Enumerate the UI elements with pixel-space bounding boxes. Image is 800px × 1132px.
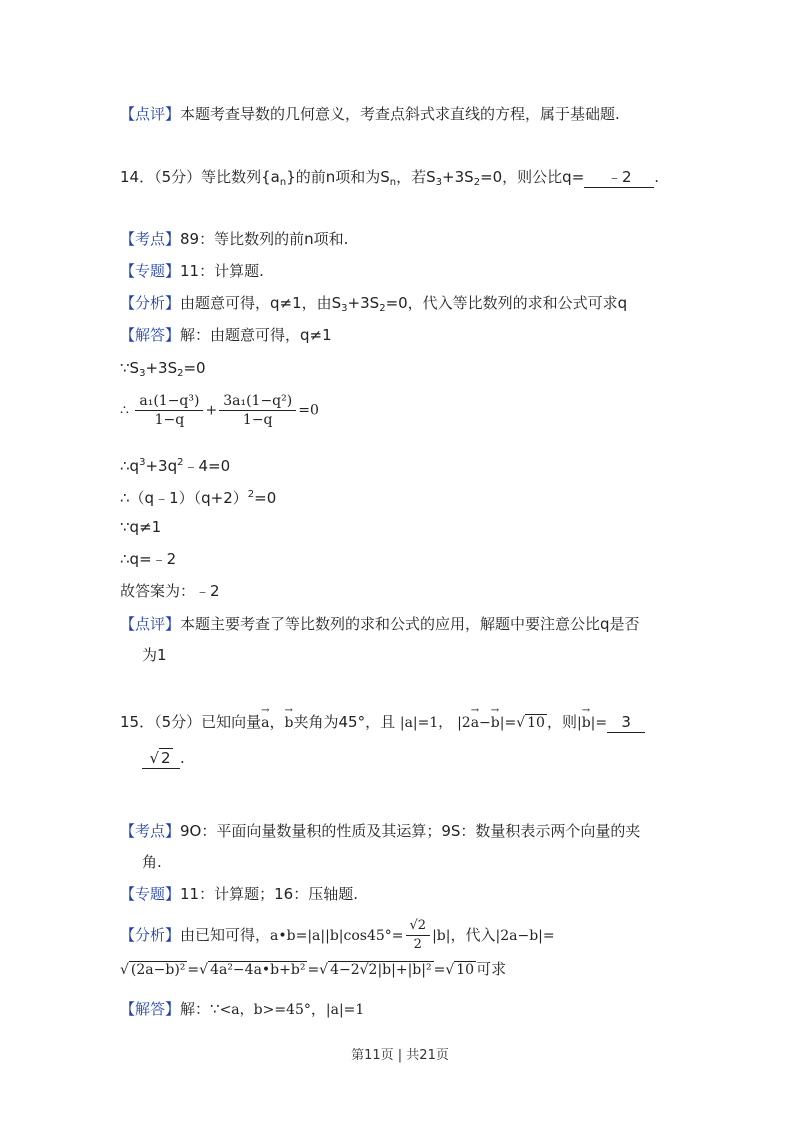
question-15-cont: √ 2 . (142, 747, 185, 769)
question-15: 15．（5分）已知向量→ a，→ b夹角为45°，且 |a|=1， |2→ a−→ b|=√ 10 ，则|→ b|= 3 (120, 708, 645, 734)
dianping-14-cont: 为1 (142, 646, 167, 664)
kaodian-15: 【考点】9O：平面向量数量积的性质及其运算；9S：数量积表示两个向量的夹 (120, 822, 641, 840)
jieda-15: 【解答】解：∵<a，b>=45°，|a|=1 (120, 1000, 365, 1018)
answer-blank-14: ﹣2 (584, 167, 654, 188)
step-2-fraction: ∴ $\frac{\text{a₁(1−q³)}}{1-q}$ + $\frac{\text{3a₁(1−q²)}}{1-q}$ =0 (120, 393, 319, 428)
jieda-14: 【解答】解：由题意可得，q≠1 (120, 326, 332, 344)
question-14: 14．（5分）等比数列$\{a_n\}$的前n项和为$S_n$，若$S_3+3S_2=0$，则公比q= ﹣2 . (120, 168, 660, 188)
step-4: $\therefore(q﹣1)(q+2)^2=0$ (120, 489, 277, 507)
fenxi-14: 【分析】由题意可得，q≠1，由$S_3+3S_2=0$，代入等比数列的求和公式可求q (120, 294, 628, 314)
step-6: ∴q=﹣2 (120, 550, 177, 568)
zhuanti-15: 【专题】11：计算题；16：压轴题. (120, 885, 358, 903)
answer-blank-15-a: 3 (607, 712, 645, 733)
step-1: $\because S_3+3S_2=0$ (120, 359, 206, 379)
answer-blank-15-b: √ 2 (142, 748, 180, 769)
fraction-1: $\frac{\text{a₁(1−q³)}}{1-q}$ (135, 392, 203, 429)
fenxi-15: 【分析】由已知可得，a•b=|a||b|cos45°= $\frac{√2}{2}$ |b|，代入|2a−b|= (120, 918, 555, 952)
comment-text: 本题考查导数的几何意义，考查点斜式求直线的方程，属于基础题. (180, 105, 620, 123)
final-answer-14: 故答案为：﹣2 (120, 582, 220, 600)
kaodian-15-cont: 角. (142, 853, 162, 871)
fenxi-15-formula: √ (2a−b)² =√ 4a²−4a•b+b² =√ 4−2√2|b|+|b|² =√ 10 可求 (120, 960, 507, 978)
dianping-14: 【点评】本题主要考查了等比数列的求和公式的应用，解题中要注意公比q是否 (120, 615, 640, 633)
step-3: $\therefore q^3+3q^2﹣4=0$ (120, 457, 231, 475)
kaodian-14: 【考点】89：等比数列的前n项和. (120, 230, 349, 248)
zhuanti-14: 【专题】11：计算题. (120, 262, 264, 280)
tag-comment: 【点评】 (120, 105, 181, 123)
step-5: ∵q≠1 (120, 518, 162, 536)
page-footer: 第11页 | 共21页 (351, 1048, 449, 1063)
comment-line (120, 103, 620, 125)
fraction-2: $\frac{\text{3a₁(1−q²)}}{1-q}$ (219, 392, 296, 429)
